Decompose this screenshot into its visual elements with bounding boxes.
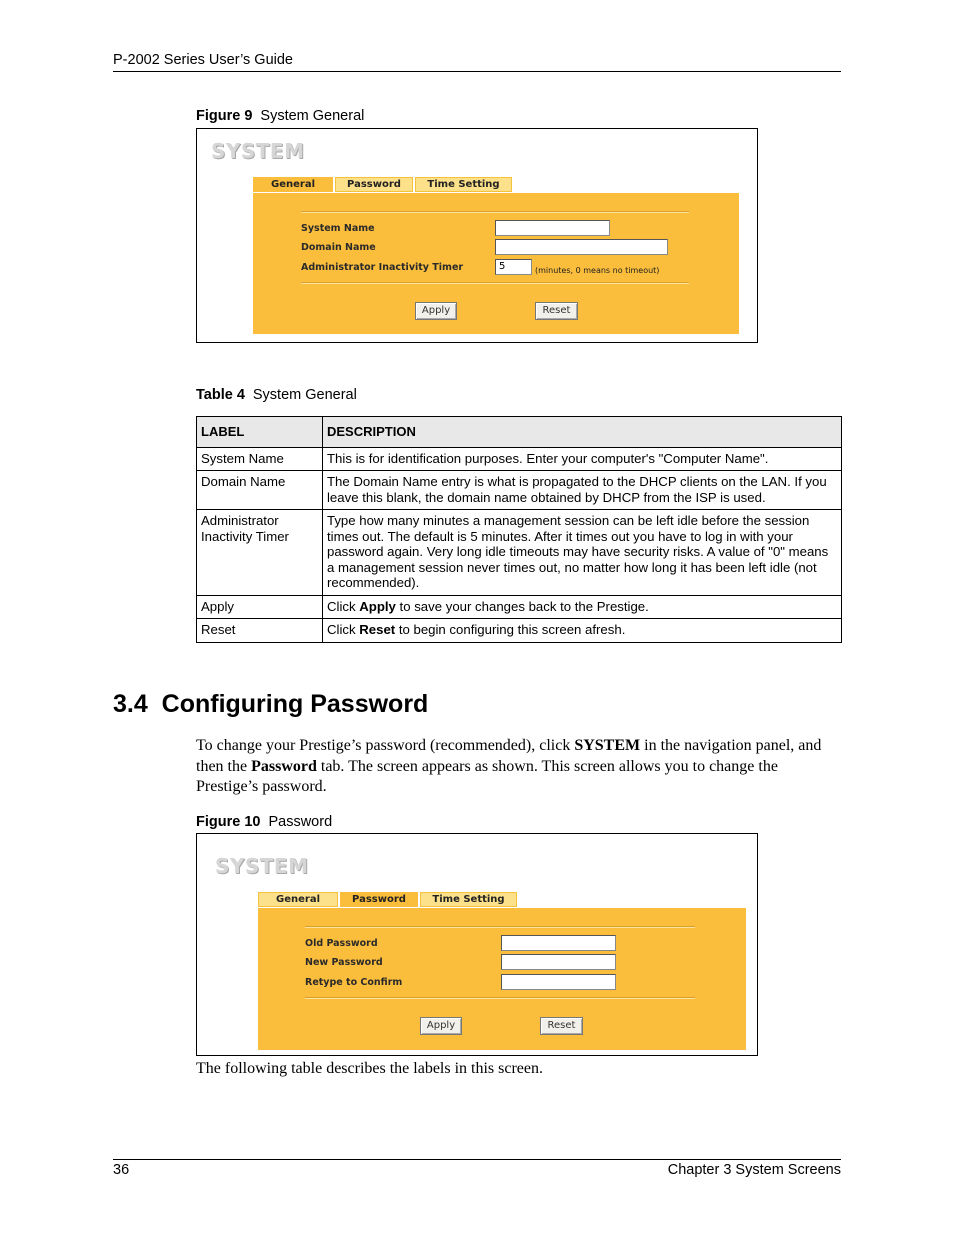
tab-password[interactable]: Password <box>335 177 413 192</box>
desc-bold: Reset <box>359 622 396 637</box>
table-4-caption <box>196 387 357 403</box>
inactivity-timer-label: Administrator Inactivity Timer <box>301 262 464 273</box>
desc-text: Click <box>327 598 360 614</box>
reset-button[interactable]: Reset <box>540 1017 583 1035</box>
figure-9-screenshot <box>196 128 758 343</box>
footer-rule <box>113 1159 841 1160</box>
tab-general[interactable]: General <box>258 892 338 907</box>
old-password-label: Old Password <box>305 938 378 949</box>
tab-general[interactable]: General <box>253 177 333 192</box>
table-row <box>197 447 842 471</box>
after-figure-text: The following table describes the labels in this screen. <box>196 1060 544 1077</box>
para-text: in the navigation panel, and then the <box>196 737 822 775</box>
para-text: tab. The screen appears as shown. This screen allows you to change the Prestige’s password. <box>196 757 778 796</box>
desc-text: to begin configuring this screen afresh. <box>395 622 626 637</box>
row-description: This is for identification purposes. Enter your computer's "Computer Name". <box>323 447 842 471</box>
bottom-separator <box>301 282 689 284</box>
para-bold: SYSTEM <box>574 737 641 754</box>
intro-paragraph <box>196 736 841 798</box>
chapter-title: Chapter 3 System Screens <box>667 1162 841 1178</box>
table-row <box>197 619 842 643</box>
apply-button[interactable]: Apply <box>420 1017 462 1035</box>
header-description: DESCRIPTION <box>323 417 842 448</box>
table-row <box>197 595 842 619</box>
system-title: SYSTEM <box>211 139 305 163</box>
table-4-title: System General <box>252 387 357 403</box>
row-description: Type how many minutes a management session can be left idle before the session times out. The default is 5 minutes. After it times out you have to log in with your password again. Very long idle timeouts may have security risks. A value of "0" means a management session never times out, no matter how long it has been left idle (not recommended). <box>323 510 842 596</box>
running-header: P-2002 Series User’s Guide <box>113 52 293 68</box>
row-description: The Domain Name entry is what is propagated to the DHCP clients on the LAN. If you leave this blank, the domain name obtained by DHCP from the ISP is used. <box>323 471 842 510</box>
domain-name-label: Domain Name <box>301 242 376 253</box>
desc-text: to save your changes back to the Prestige. <box>395 598 649 614</box>
system-name-label: System Name <box>301 223 375 234</box>
figure-9-caption <box>196 108 364 124</box>
row-label: Reset <box>197 619 323 643</box>
table-4-label: Table 4 <box>196 387 245 403</box>
desc-bold: Apply <box>359 598 396 614</box>
confirm-password-label: Retype to Confirm <box>305 977 403 988</box>
table-row <box>197 510 842 596</box>
figure-10-caption <box>196 814 332 830</box>
inactivity-timer-input[interactable]: 5 <box>495 259 532 275</box>
para-text: To change your Prestige’s password (recommended), click <box>196 737 575 754</box>
system-title: SYSTEM <box>215 854 309 878</box>
row-description <box>323 619 842 643</box>
tab-bar <box>253 177 514 193</box>
row-label: Apply <box>197 595 323 619</box>
para-bold: Password <box>251 757 317 775</box>
top-separator <box>305 926 695 928</box>
table-row <box>197 471 842 510</box>
system-name-input[interactable] <box>495 220 610 236</box>
new-password-label: New Password <box>305 957 383 968</box>
timer-note: (minutes, 0 means no timeout) <box>535 266 660 275</box>
row-label: Domain Name <box>197 471 323 510</box>
tab-time-setting[interactable]: Time Setting <box>420 892 517 907</box>
tab-time-setting[interactable]: Time Setting <box>415 177 512 192</box>
row-label: System Name <box>197 447 323 471</box>
section-heading: 3.4 Configuring Password <box>113 690 429 718</box>
bottom-separator <box>305 997 695 999</box>
row-label: Administrator Inactivity Timer <box>197 510 323 596</box>
apply-button[interactable]: Apply <box>415 302 457 320</box>
reset-button[interactable]: Reset <box>535 302 578 320</box>
domain-name-input[interactable] <box>495 239 668 255</box>
header-label: LABEL <box>197 417 323 448</box>
confirm-password-input[interactable] <box>501 974 616 990</box>
system-general-table <box>196 416 842 643</box>
figure-10-screenshot <box>196 833 758 1056</box>
table-header-row <box>197 417 842 448</box>
figure-9-title: System General <box>260 108 365 124</box>
old-password-input[interactable] <box>501 935 616 951</box>
top-separator <box>301 211 689 213</box>
row-description <box>323 595 842 619</box>
tab-bar <box>258 892 519 908</box>
figure-10-label: Figure 10 <box>196 814 261 830</box>
figure-9-label: Figure 9 <box>196 108 253 124</box>
desc-text: Click <box>327 622 360 637</box>
header-rule <box>113 71 841 72</box>
figure-10-title: Password <box>268 814 333 830</box>
tab-password[interactable]: Password <box>340 892 418 907</box>
page-number: 36 <box>113 1162 130 1178</box>
new-password-input[interactable] <box>501 954 616 970</box>
